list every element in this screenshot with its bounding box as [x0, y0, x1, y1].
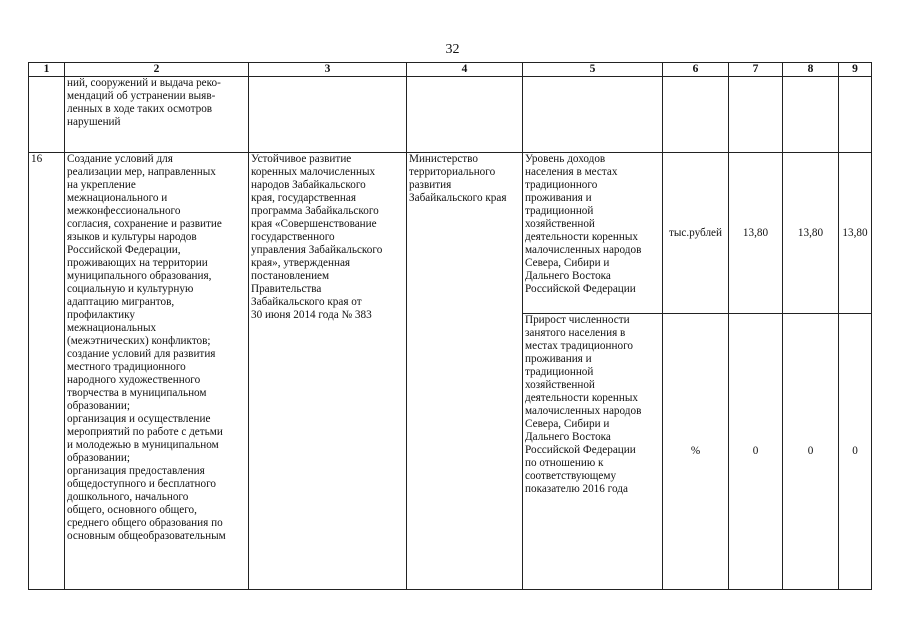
header-col-9: 9	[839, 63, 872, 77]
header-col-8: 8	[783, 63, 839, 77]
ministry-text: Министерство территориального развития Забайкальского края	[407, 153, 523, 590]
page-number: 32	[445, 42, 460, 57]
header-row	[29, 63, 872, 77]
header-col-7: 7	[729, 63, 783, 77]
header-col-6: 6	[663, 63, 729, 77]
row-number: 16	[29, 153, 65, 590]
continuation-cell-8	[783, 77, 839, 153]
continuation-cell-4	[407, 77, 523, 153]
header-col-2: 2	[65, 63, 249, 77]
program-text: Устойчивое развитие коренных малочисленных народов Забайкальского края, государственная программа Забайкальского края «Совершенствование государственного управления Забайкальского края», утвержденная постановлением Правительства Забайкальского края от 30 июня 2014 года № 383	[249, 153, 407, 590]
continuation-cell-7	[729, 77, 783, 153]
table-row	[29, 153, 872, 314]
indicator-value-col9: 0	[839, 314, 872, 590]
header-col-5: 5	[523, 63, 663, 77]
continuation-text: ний, сооружений и выдача реко- мендаций об устранении выяв- ленных в ходе таких осмотров нарушений	[65, 77, 249, 153]
indicator-value-col8: 0	[783, 314, 839, 590]
measures-text: Создание условий для реализации мер, направленных на укрепление межнационального и межконфессионального согласия, сохранение и развитие языков и культуры народов Российской Федерации, проживающих на территории муниципального образования, социальную и культурную адаптацию мигрантов, профилактику межнациональных (межэтнических) конфликтов; создание условий для развития местного традиционного народного художественного творчества в муниципальном образовании; организация и осуществление мероприятий по работе с детьми и молодежью в муниципальном образовании; организация предоставления общедоступного и бесплатного дошкольного, начального общего, основного общего, среднего общего образования по основным общеобразовательным	[65, 153, 249, 590]
indicator-name: Прирост численности занятого населения в местах традиционного проживания и традиционной хозяйственной деятельности коренных малочисленных народов Севера, Сибири и Дальнего Востока Российской Федерации по отношению к соответствующему показателю 2016 года	[523, 314, 663, 590]
header-col-4: 4	[407, 63, 523, 77]
continuation-cell-9	[839, 77, 872, 153]
continuation-cell-3	[249, 77, 407, 153]
continuation-cell-5	[523, 77, 663, 153]
continuation-num-cell	[29, 77, 65, 153]
indicator-value-col7: 0	[729, 314, 783, 590]
header-col-3: 3	[249, 63, 407, 77]
continuation-row	[29, 77, 872, 153]
header-col-1: 1	[29, 63, 65, 77]
indicator-unit: тыс.рублей	[663, 153, 729, 314]
measures-table	[28, 62, 872, 590]
indicator-value-col8: 13,80	[783, 153, 839, 314]
indicator-unit: %	[663, 314, 729, 590]
continuation-cell-6	[663, 77, 729, 153]
indicator-name: Уровень доходов населения в местах традиционного проживания и традиционной хозяйственной деятельности коренных малочисленных народов Севера, Сибири и Дальнего Востока Российской Федерации	[523, 153, 663, 314]
indicator-value-col9: 13,80	[839, 153, 872, 314]
indicator-value-col7: 13,80	[729, 153, 783, 314]
